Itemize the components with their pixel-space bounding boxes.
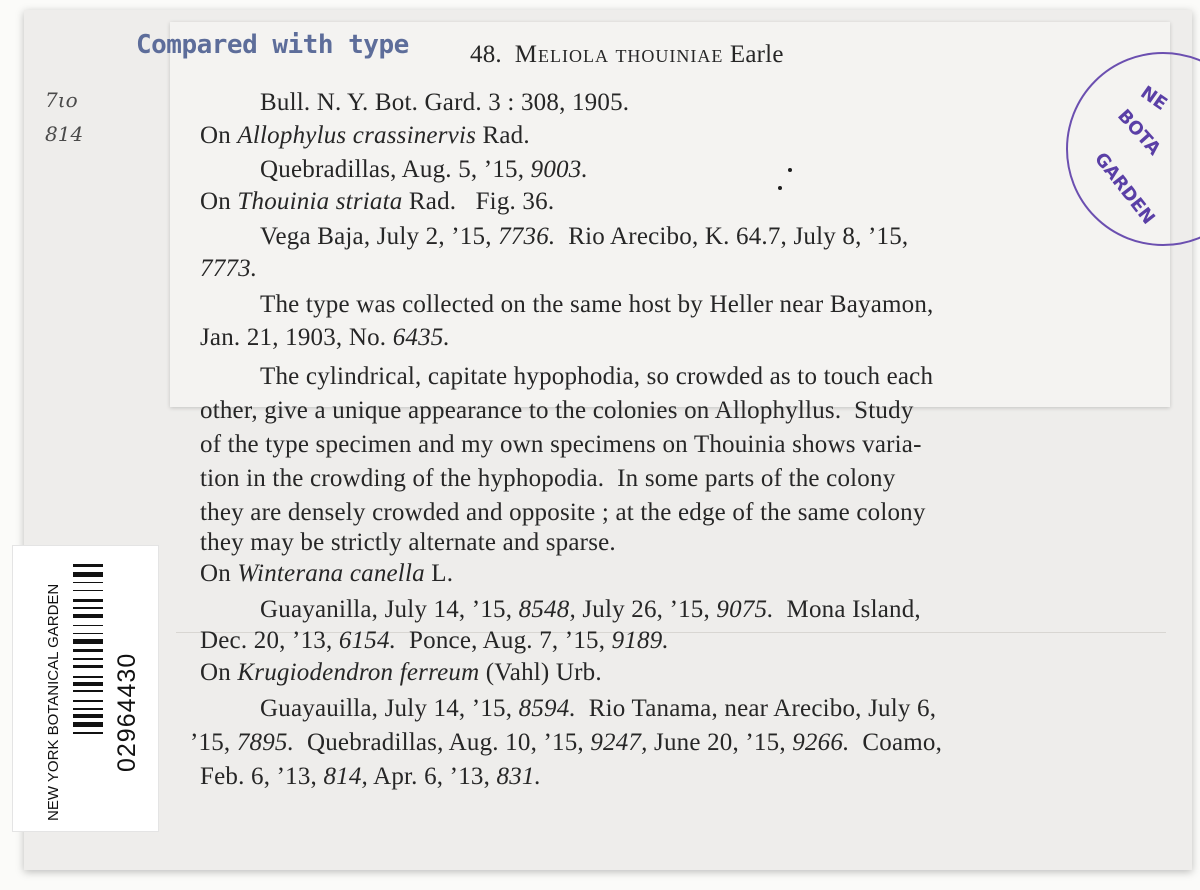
locality-line-3-cont: Dec. 20, ’13, 6154. Ponce, Aug. 7, ’15, 9189. [200, 627, 669, 654]
description-line-1: The cylindrical, capitate hypophodia, so crowded as to touch each [260, 363, 934, 390]
barcode-bar [73, 722, 103, 727]
barcode-bar [73, 590, 103, 592]
description-line-4: tion in the crowding of the hyphopodia. In some parts of the colony [200, 465, 896, 492]
locality-line-4-cont: ’15, 7895. Quebradillas, Aug. 10, ’15, 9247, June 20, ’15, 9266. Coamo, [190, 729, 943, 756]
barcode-bar [73, 564, 103, 567]
host-line-3: On Winterana canella L. [200, 560, 454, 587]
locality-line-3: Guayanilla, July 14, ’15, 8548, July 26, ’15, 9075. Mona Island, [260, 596, 921, 623]
locality-line-2: Vega Baja, July 2, ’15, 7736. Rio Arecibo, K. 64.7, July 8, ’15, [260, 223, 909, 250]
description-line-3: of the type specimen and my own specimens on Thouinia shows varia- [200, 431, 922, 458]
barcode-bar [73, 708, 103, 710]
barcode-bar [73, 614, 103, 619]
barcode-bar [73, 572, 103, 577]
barcode-institution: NEW YORK BOTANICAL GARDEN [45, 583, 62, 821]
barcode-number: 02964430 [113, 652, 141, 772]
barcode-bar [73, 690, 103, 692]
barcode-bar [73, 639, 103, 644]
species-header: 48. Meliola thouiniae Earle [470, 41, 784, 68]
citation-line: Bull. N. Y. Bot. Gard. 3 : 308, 1905. [260, 89, 630, 116]
description-line-6: they may be strictly alternate and sparse. [200, 529, 616, 556]
ink-dot [778, 186, 782, 190]
barcode-bar [73, 732, 103, 734]
barcode-bar [73, 658, 103, 660]
locality-line-1: Quebradillas, Aug. 5, ’15, 9003. [260, 156, 588, 183]
type-note-line-1: The type was collected on the same host by Heller near Bayamon, [260, 291, 934, 318]
host-line-1: On Allophylus crassinervis Rad. [200, 122, 530, 149]
handwritten-note-2: 814 [45, 122, 84, 146]
locality-line-4: Guayauilla, July 14, ’15, 8594. Rio Tanama, near Arecibo, July 6, [260, 695, 937, 722]
garden-stamp-text: NE [1136, 82, 1171, 115]
barcode-bar [73, 700, 103, 702]
barcode-bar [73, 633, 103, 635]
description-line-2: other, give a unique appearance to the colonies on Allophyllus. Study [200, 397, 914, 424]
barcode-bar [73, 665, 103, 668]
locality-line-2-cont: 7773. [200, 255, 258, 282]
barcode-bar [73, 599, 103, 602]
garden-stamp-text: BOTA [1113, 105, 1165, 160]
garden-stamp-text: GARDEN [1090, 148, 1159, 229]
barcode-bar [73, 682, 103, 685]
host-line-2: On Thouinia striata Rad. Fig. 36. [200, 188, 555, 215]
barcode-bar [73, 714, 103, 717]
compared-with-type-stamp: Compared with type [136, 30, 409, 60]
handwritten-note-1: 7ιo [45, 88, 78, 112]
locality-line-4-end: Feb. 6, ’13, 814, Apr. 6, ’13, 831. [200, 763, 542, 790]
type-note-line-2: Jan. 21, 1903, No. 6435. [200, 324, 450, 351]
barcode-bar [73, 676, 103, 678]
ink-dot [788, 168, 792, 172]
barcode [73, 564, 103, 789]
barcode-bar [73, 582, 103, 584]
host-line-4: On Krugiodendron ferreum (Vahl) Urb. [200, 659, 602, 686]
barcode-label [12, 545, 159, 832]
barcode-bar [73, 607, 103, 609]
description-line-5: they are densely crowded and opposite ; at the edge of the same colony [200, 499, 926, 526]
barcode-bar [73, 625, 103, 627]
barcode-bar [73, 649, 103, 652]
